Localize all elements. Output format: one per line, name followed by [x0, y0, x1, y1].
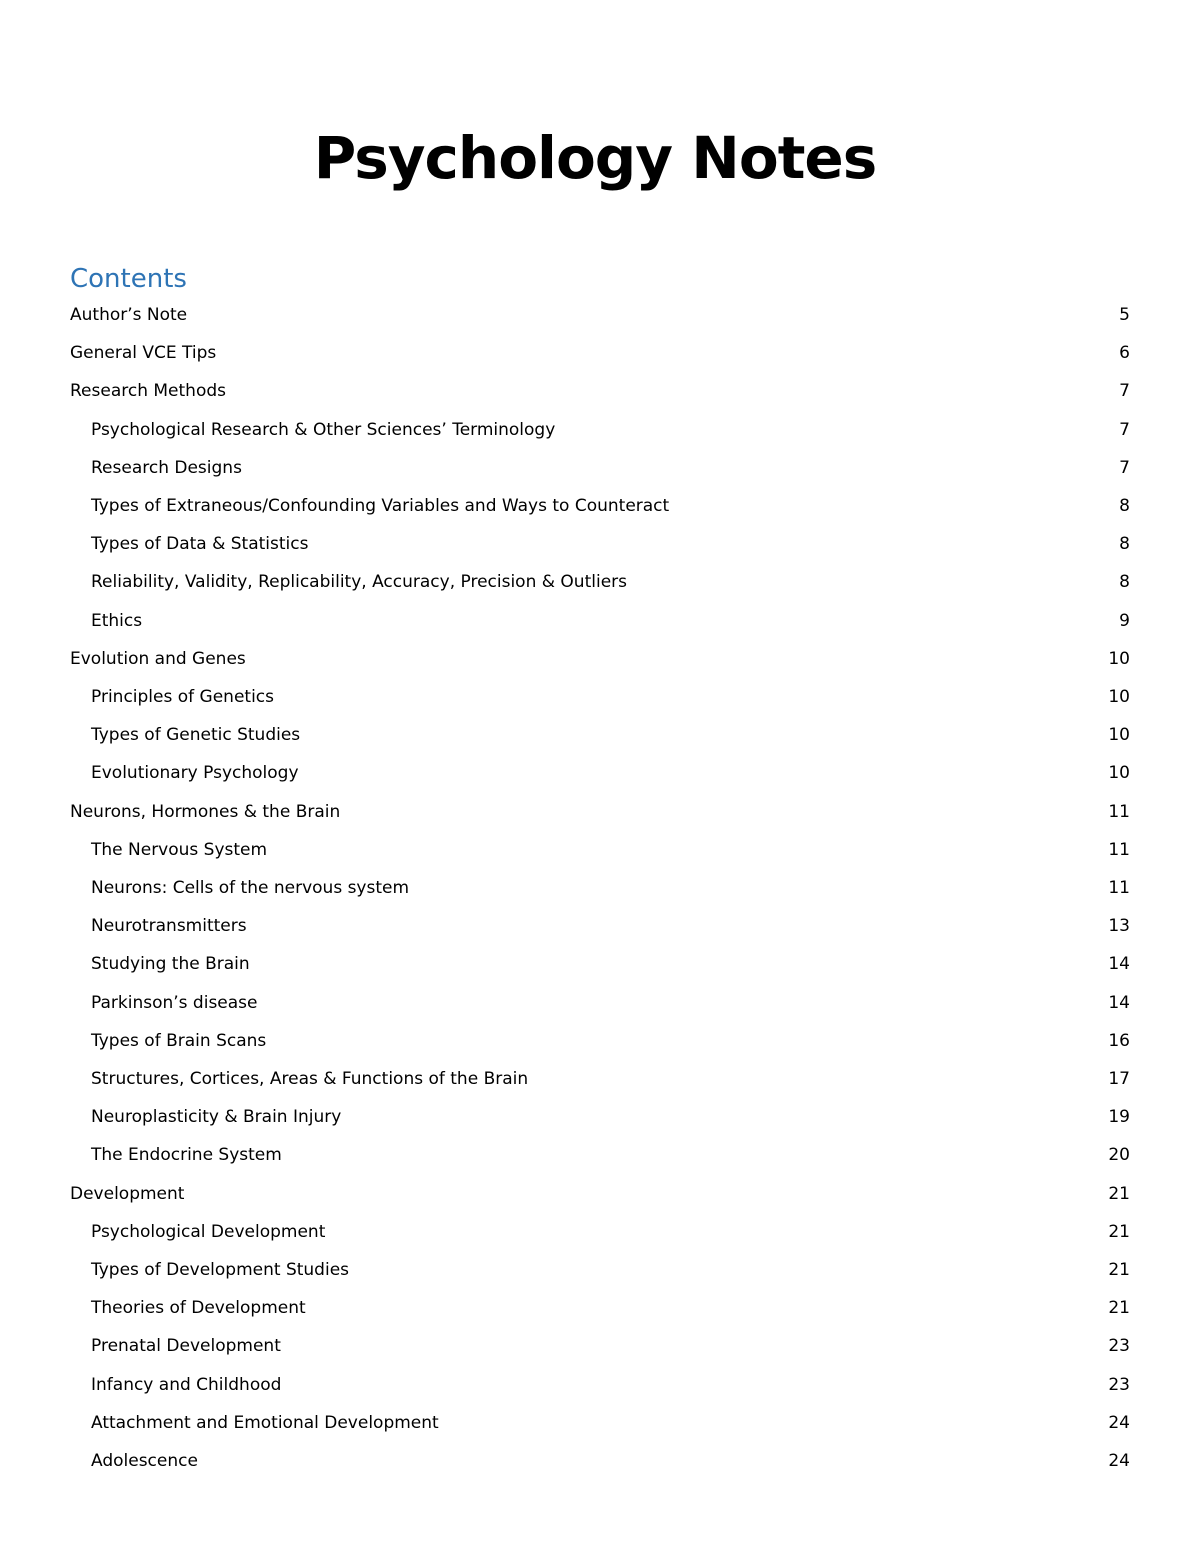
toc-entry[interactable] — [91, 1028, 1130, 1054]
toc-entry[interactable] — [70, 646, 1130, 672]
toc-entry-page-number: 17 — [1108, 1069, 1130, 1089]
toc-entry-label: Neuroplasticity & Brain Injury — [91, 1107, 342, 1127]
toc-entry-page-number: 10 — [1108, 687, 1130, 707]
toc-entry-label: Psychological Research & Other Sciences’ Terminology — [91, 420, 556, 440]
toc-entry-label: Author’s Note — [70, 305, 188, 325]
toc-entry-page-number: 14 — [1108, 954, 1130, 974]
toc-entry-label: Development — [70, 1184, 185, 1204]
toc-entry-page-number: 11 — [1108, 878, 1130, 898]
toc-entry-label: General VCE Tips — [70, 343, 217, 363]
toc-entry-label: Parkinson’s disease — [91, 993, 258, 1013]
toc-entry[interactable] — [91, 1448, 1130, 1474]
toc-entry[interactable] — [91, 1066, 1130, 1092]
toc-entry-page-number: 7 — [1119, 420, 1130, 440]
toc-entry-page-number: 8 — [1119, 496, 1130, 516]
toc-entry[interactable] — [91, 608, 1130, 634]
toc-entry[interactable] — [91, 951, 1130, 977]
toc-entry-page-number: 21 — [1108, 1298, 1130, 1318]
toc-entry[interactable] — [70, 340, 1130, 366]
toc-entry[interactable] — [91, 722, 1130, 748]
toc-entry-label: Theories of Development — [91, 1298, 306, 1318]
toc-entry-label: Research Methods — [70, 381, 226, 401]
toc-entry[interactable] — [91, 1104, 1130, 1130]
toc-entry[interactable] — [91, 684, 1130, 710]
toc-entry-page-number: 16 — [1108, 1031, 1130, 1051]
toc-entry-label: Neurons: Cells of the nervous system — [91, 878, 410, 898]
toc-entry[interactable] — [70, 799, 1130, 825]
toc-entry-page-number: 23 — [1108, 1375, 1130, 1395]
toc-entry-page-number: 10 — [1108, 725, 1130, 745]
toc-entry-page-number: 10 — [1108, 649, 1130, 669]
toc-entry[interactable] — [91, 990, 1130, 1016]
toc-entry-page-number: 24 — [1108, 1451, 1130, 1471]
toc-entry-label: Studying the Brain — [91, 954, 250, 974]
toc-entry[interactable] — [91, 913, 1130, 939]
toc-entry-label: The Endocrine System — [91, 1145, 282, 1165]
toc-entry-label: Adolescence — [91, 1451, 198, 1471]
toc-entry-page-number: 6 — [1119, 343, 1130, 363]
toc-entry-label: Evolution and Genes — [70, 649, 246, 669]
toc-entry-label: Infancy and Childhood — [91, 1375, 282, 1395]
toc-entry-page-number: 21 — [1108, 1260, 1130, 1280]
toc-entry-page-number: 21 — [1108, 1184, 1130, 1204]
toc-entry[interactable] — [91, 1372, 1130, 1398]
toc-entry[interactable] — [70, 302, 1130, 328]
toc-entry-label: Types of Data & Statistics — [91, 534, 309, 554]
toc-entry-page-number: 11 — [1108, 802, 1130, 822]
toc-entry-label: Neurons, Hormones & the Brain — [70, 802, 341, 822]
toc-entry-page-number: 19 — [1108, 1107, 1130, 1127]
toc-heading: Contents — [70, 264, 187, 294]
toc-entry[interactable] — [91, 1333, 1130, 1359]
toc-entry-page-number: 13 — [1108, 916, 1130, 936]
toc-entry-label: Research Designs — [91, 458, 242, 478]
toc-entry[interactable] — [70, 1181, 1130, 1207]
toc-entry-page-number: 21 — [1108, 1222, 1130, 1242]
toc-entry-label: Principles of Genetics — [91, 687, 274, 707]
toc-entry[interactable] — [91, 569, 1130, 595]
toc-entry-label: Types of Genetic Studies — [91, 725, 301, 745]
toc-entry-label: Types of Extraneous/Confounding Variables and Ways to Counteract — [91, 496, 670, 516]
toc-entry-page-number: 20 — [1108, 1145, 1130, 1165]
toc-entry-page-number: 14 — [1108, 993, 1130, 1013]
toc-entry-label: Psychological Development — [91, 1222, 326, 1242]
toc-entry-label: The Nervous System — [91, 840, 268, 860]
toc-entry[interactable] — [91, 875, 1130, 901]
toc-entry-label: Reliability, Validity, Replicability, Accuracy, Precision & Outliers — [91, 572, 627, 592]
toc-entry-label: Evolutionary Psychology — [91, 763, 299, 783]
toc-entry-label: Types of Brain Scans — [91, 1031, 267, 1051]
toc-entry[interactable] — [91, 1295, 1130, 1321]
toc-entry-label: Structures, Cortices, Areas & Functions of the Brain — [91, 1069, 529, 1089]
toc-entry-page-number: 9 — [1119, 611, 1130, 631]
toc-entry-page-number: 5 — [1119, 305, 1130, 325]
toc-entry[interactable] — [91, 531, 1130, 557]
toc-entry-page-number: 24 — [1108, 1413, 1130, 1433]
toc-entry-page-number: 7 — [1119, 381, 1130, 401]
toc-entry[interactable] — [91, 1257, 1130, 1283]
toc-entry-page-number: 10 — [1108, 763, 1130, 783]
toc-entry-label: Ethics — [91, 611, 143, 631]
toc-entry[interactable] — [91, 1219, 1130, 1245]
toc-entry[interactable] — [91, 837, 1130, 863]
toc-entry-page-number: 8 — [1119, 534, 1130, 554]
toc-entry[interactable] — [91, 493, 1130, 519]
toc-entry[interactable] — [70, 378, 1130, 404]
toc-entry-page-number: 7 — [1119, 458, 1130, 478]
toc-entry[interactable] — [91, 455, 1130, 481]
toc-entry-label: Attachment and Emotional Development — [91, 1413, 439, 1433]
toc-entry-label: Types of Development Studies — [91, 1260, 350, 1280]
toc-entry-page-number: 8 — [1119, 572, 1130, 592]
toc-entry-label: Prenatal Development — [91, 1336, 281, 1356]
toc-entry[interactable] — [91, 1142, 1130, 1168]
toc-entry[interactable] — [91, 760, 1130, 786]
toc-entry-label: Neurotransmitters — [91, 916, 247, 936]
document-title: Psychology Notes — [313, 124, 877, 192]
toc-entry[interactable] — [91, 1410, 1130, 1436]
toc-entry-page-number: 23 — [1108, 1336, 1130, 1356]
toc-entry[interactable] — [91, 417, 1130, 443]
toc-entry-page-number: 11 — [1108, 840, 1130, 860]
